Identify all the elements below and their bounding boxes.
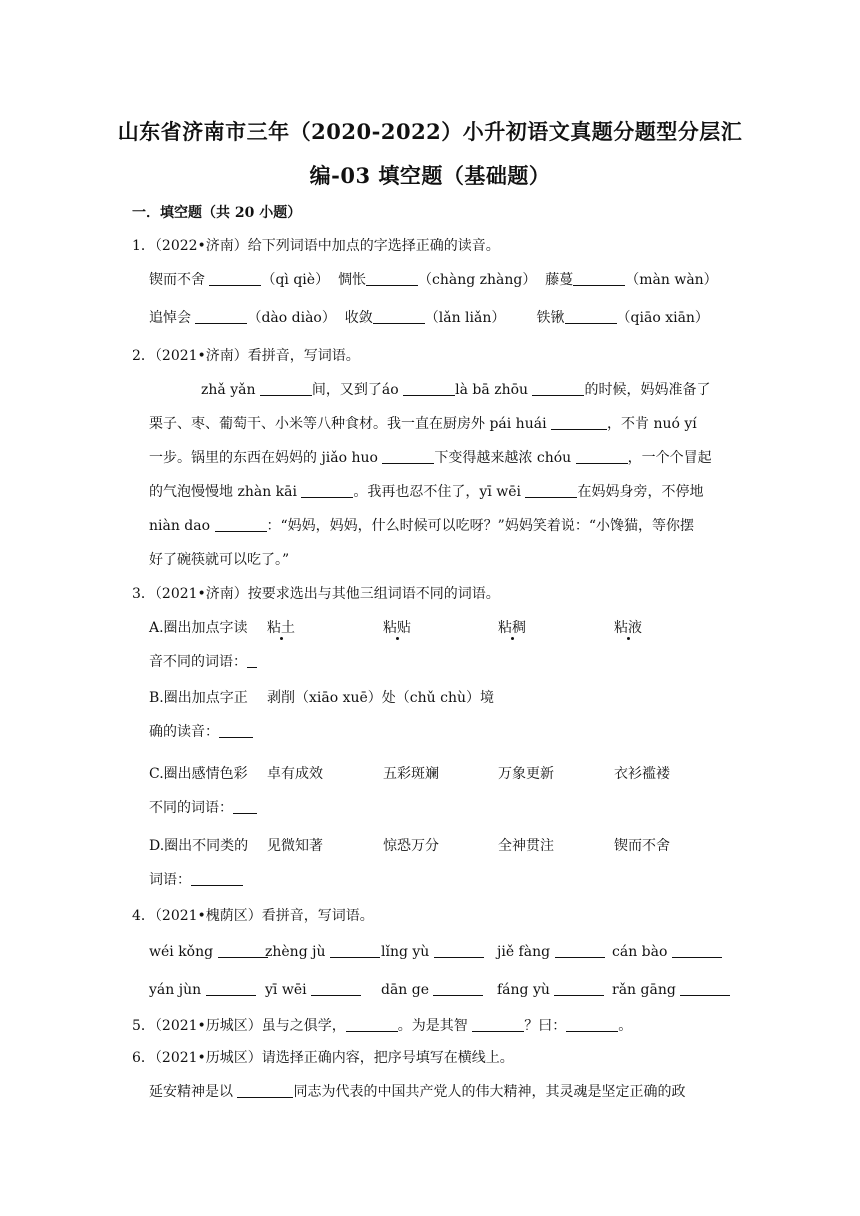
q3-c-label2: 不同的词语： [149,798,257,818]
answer-blank[interactable] [366,271,418,286]
answer-blank[interactable] [206,981,256,996]
q4-item: yán jùn [149,980,256,1000]
answer-blank[interactable] [382,449,434,464]
answer-blank[interactable] [551,415,607,430]
word-chouchang: 惆怅 [337,272,366,288]
q4-item: rǎn gāng [612,980,730,1000]
question-2-line4: 的气泡慢慢地 zhàn kāi 。我再也忍不住了，yī wēi 在妈妈身旁，不停地 [149,484,704,500]
q4-item: cán bào [612,942,722,962]
answer-blank[interactable] [576,449,628,464]
answer-blank[interactable] [330,943,380,958]
answer-blank[interactable] [403,381,455,396]
q3-d-word[interactable]: 见微知著 [267,838,323,854]
answer-blank[interactable] [247,653,257,668]
answer-blank[interactable] [311,981,361,996]
q3-d-word[interactable]: 锲而不舍 [614,838,670,854]
answer-blank[interactable] [532,381,584,396]
document-title-line1: 山东省济南市三年（2020-2022）小升初语文真题分题型分层汇 [117,119,743,144]
q3-c-word[interactable]: 衣衫褴褛 [614,766,670,782]
answer-blank[interactable] [195,309,247,324]
answer-blank[interactable] [260,381,312,396]
q4-item: wéi kǒng [149,942,268,962]
answer-blank[interactable] [215,517,267,532]
word-shoulian: 收敛 [344,310,373,326]
question-1-row1: 锲而不舍 （qì qiè） 惆怅 （chàng zhàng） 藤蔓 （màn wàn） [149,272,718,288]
question-1-row2: 追悼会 （dào diào） 收敛 （lǎn liǎn） 铁锹 （qiāo xiān） [149,310,709,326]
q4-item: fáng yù [497,980,604,1000]
q3-a-label2: 音不同的词语： [149,652,257,672]
q3-d-word[interactable]: 全神贯注 [498,838,554,854]
q4-item: yī wēi [265,980,361,1000]
q3-d-word[interactable]: 惊恐万分 [383,838,439,854]
answer-blank[interactable] [565,309,617,324]
answer-blank[interactable] [301,483,353,498]
q3-b-label1: B.圈出加点字正 [149,690,248,706]
answer-blank[interactable] [218,943,268,958]
q3-c-word[interactable]: 卓有成效 [267,766,323,782]
answer-blank[interactable] [346,1017,398,1032]
answer-blank[interactable] [573,271,625,286]
answer-blank[interactable] [554,981,604,996]
q4-item: jiě fàng [497,942,605,962]
q3-a-word[interactable]: 粘液 [614,620,642,636]
question-2-line1: zhǎ yǎn 间，又到了áo là bā zhōu 的时候，妈妈准备了 [201,382,711,398]
q3-c-label1: C.圈出感情色彩 [149,766,248,782]
question-5: 5．（2021•历城区）虽与之俱学， 。为是其智 ？曰： 。 [132,1018,633,1034]
answer-blank[interactable] [209,271,261,286]
q3-d-label2: 词语： [149,870,243,890]
q4-item: lǐng yù [381,942,484,962]
answer-blank[interactable] [680,981,730,996]
answer-blank[interactable] [373,309,425,324]
answer-blank[interactable] [191,871,243,886]
q3-b-text: 剥削（xiāo xuē）处（chǔ chù）境 [267,690,494,706]
word-qieer: 锲而不舍 [149,272,205,288]
q3-a-word[interactable]: 粘贴 [383,620,411,636]
word-tieqiao: 铁锹 [536,310,565,326]
answer-blank[interactable] [566,1017,618,1032]
question-2-line5: niàn dao ：“妈妈，妈妈，什么时候可以吃呀？”妈妈笑着说：“小馋猫，等你摆 [149,518,694,534]
question-3-stem: 3．（2021•济南）按要求选出与其他三组词语不同的词语。 [132,586,500,602]
q3-c-word[interactable]: 五彩斑斓 [383,766,439,782]
q3-a-label1: A.圈出加点字读 [149,620,248,636]
q4-item: zhèng jù [265,942,380,962]
question-4-stem: 4．（2021•槐荫区）看拼音，写词语。 [132,908,374,924]
answer-blank[interactable] [434,943,484,958]
answer-blank[interactable] [525,483,577,498]
word-tengman: 藤蔓 [545,272,574,288]
word-zhuidaohui: 追悼会 [149,310,191,326]
question-6-line1: 延安精神是以 同志为代表的中国共产党人的伟大精神，其灵魂是坚定正确的政 [149,1084,686,1100]
q3-d-label1: D.圈出不同类的 [149,838,249,854]
question-2-line3: 一步。锅里的东西在妈妈的 jiǎo huo 下变得越来越浓 chóu ，一个个冒起 [149,450,712,466]
answer-blank[interactable] [237,1083,293,1098]
question-1-stem: 1．（2022•济南）给下列词语中加点的字选择正确的读音。 [132,238,500,254]
answer-blank[interactable] [672,943,722,958]
question-2-stem: 2．（2021•济南）看拼音，写词语。 [132,348,360,364]
answer-blank[interactable] [433,981,483,996]
question-6-stem: 6．（2021•历城区）请选择正确内容，把序号填写在横线上。 [132,1050,514,1066]
q4-item: dān ge [381,980,483,1000]
section-heading: 一．填空题（共 20 小题） [132,205,302,221]
document-title-line2: 编-03 填空题（基础题） [309,163,551,188]
q3-a-word[interactable]: 粘土 [267,620,295,636]
q3-c-word[interactable]: 万象更新 [498,766,554,782]
question-2-line6: 好了碗筷就可以吃了。” [149,552,290,568]
answer-blank[interactable] [219,723,253,738]
question-2-line2: 栗子、枣、葡萄干、小米等八种食材。我一直在厨房外 pái huái ，不肯 nuó yí [149,416,697,432]
q3-b-label2: 确的读音： [149,722,253,742]
q3-a-word[interactable]: 粘稠 [498,620,526,636]
answer-blank[interactable] [472,1017,524,1032]
answer-blank[interactable] [555,943,605,958]
answer-blank[interactable] [233,799,257,814]
